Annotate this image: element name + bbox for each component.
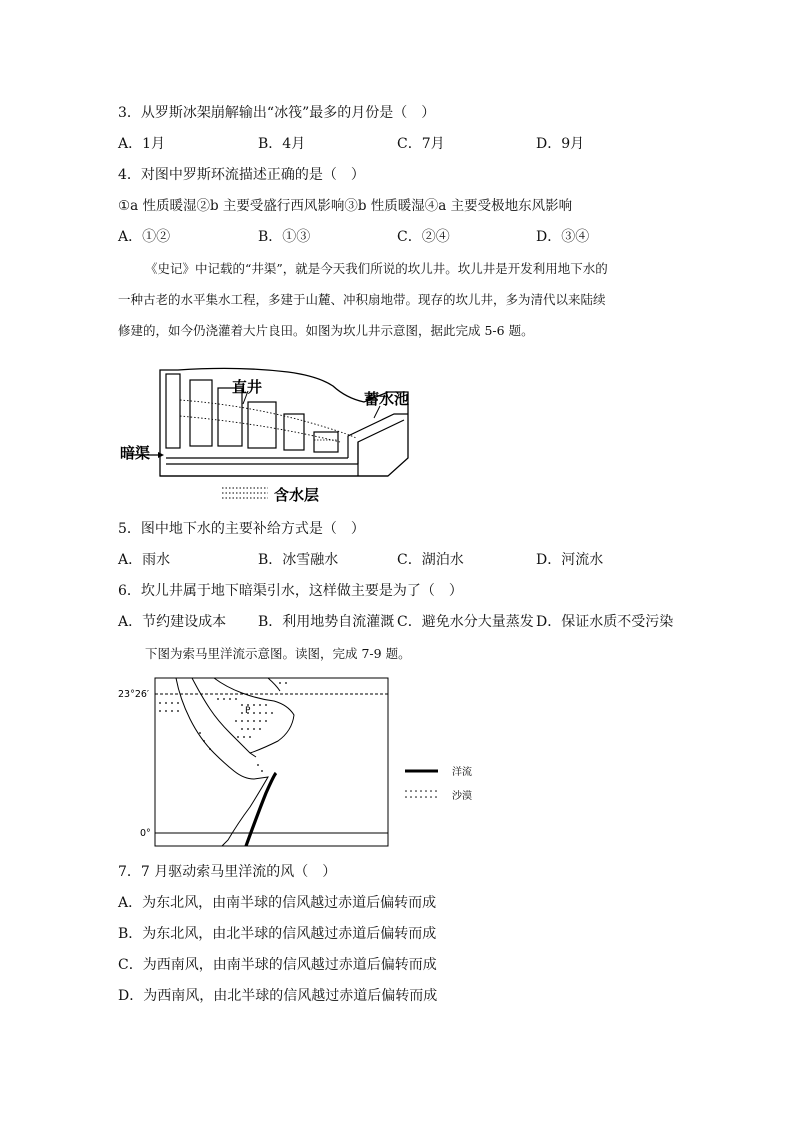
q6-stem: 6．坎儿井属于地下暗渠引水，这样做主要是为了（ ）	[118, 583, 463, 599]
karez-diagram	[118, 358, 418, 506]
q7-option-b: B．为东北风，由北半球的信风越过赤道后偏转而成	[118, 926, 437, 942]
reservoir-label: 蓄水池	[364, 390, 410, 408]
q4-option-d: D．③④	[536, 229, 590, 245]
q4-statements: ①a 性质暖湿②b 主要受盛行西风影响③b 性质暖湿④a 主要受极地东风影响	[118, 198, 573, 214]
q6-option-b: B．利用地势自流灌溉	[258, 614, 395, 630]
lat-top-label: 23°26′	[118, 689, 150, 700]
passage1-line3: 修建的，如今仍浇灌着大片良田。如图为坎儿井示意图，据此完成 5-6 题。	[118, 323, 534, 338]
vertical-well-label: 直井	[232, 378, 263, 396]
q7-option-a: A．为东北风，由南半球的信风越过赤道后偏转而成	[118, 895, 437, 911]
underground-channel-label: 暗渠	[120, 444, 151, 462]
legend-current-label: 洋流	[452, 767, 472, 778]
q4-option-c: C．②④	[397, 229, 450, 245]
somali-current-map	[118, 675, 488, 850]
q7-stem: 7．7 月驱动索马里洋流的风（ ）	[118, 864, 337, 880]
q6-option-c: C．避免水分大量蒸发	[397, 614, 534, 630]
passage1-line2: 一种古老的水平集水工程，多建于山麓、冲积扇地带。现存的坎儿井，多为清代以来陆续	[118, 292, 606, 307]
q7-option-d: D．为西南风，由北半球的信风越过赤道后偏转而成	[118, 988, 438, 1004]
q5-option-d: D．河流水	[536, 552, 604, 568]
passage2: 下图为索马里洋流示意图。读图，完成 7-9 题。	[145, 646, 411, 661]
q4-stem: 4．对图中罗斯环流描述正确的是（ ）	[118, 167, 365, 183]
q3-option-d: D．9月	[536, 136, 585, 152]
lat-bottom-label: 0°	[140, 828, 151, 839]
q6-option-a: A．节约建设成本	[118, 614, 227, 630]
q3-stem: 3．从罗斯冰架崩解输出“冰筏”最多的月份是（ ）	[118, 105, 436, 121]
q5-option-c: C．湖泊水	[397, 552, 464, 568]
q4-option-b: B．①③	[258, 229, 311, 245]
point-p-label: P	[245, 706, 251, 716]
q5-stem: 5．图中地下水的主要补给方式是（ ）	[118, 521, 365, 537]
q7-option-c: C．为西南风，由南半球的信风越过赤道后偏转而成	[118, 957, 437, 973]
legend-desert-label: 沙漠	[452, 791, 472, 802]
aquifer-label: 含水层	[274, 486, 320, 504]
q3-option-c: C．7月	[397, 136, 445, 152]
q6-option-d: D．保证水质不受污染	[536, 614, 674, 630]
q5-option-a: A．雨水	[118, 552, 171, 568]
q3-option-b: B．4月	[258, 136, 306, 152]
q5-option-b: B．冰雪融水	[258, 552, 339, 568]
legend-desert-symbol	[405, 790, 437, 798]
q4-option-a: A．①②	[118, 229, 171, 245]
q3-option-a: A．1月	[118, 136, 166, 152]
passage1-line1: 《史记》中记载的“井渠”，就是今天我们所说的坎儿井。坎儿井是开发利用地下水的	[145, 261, 608, 276]
